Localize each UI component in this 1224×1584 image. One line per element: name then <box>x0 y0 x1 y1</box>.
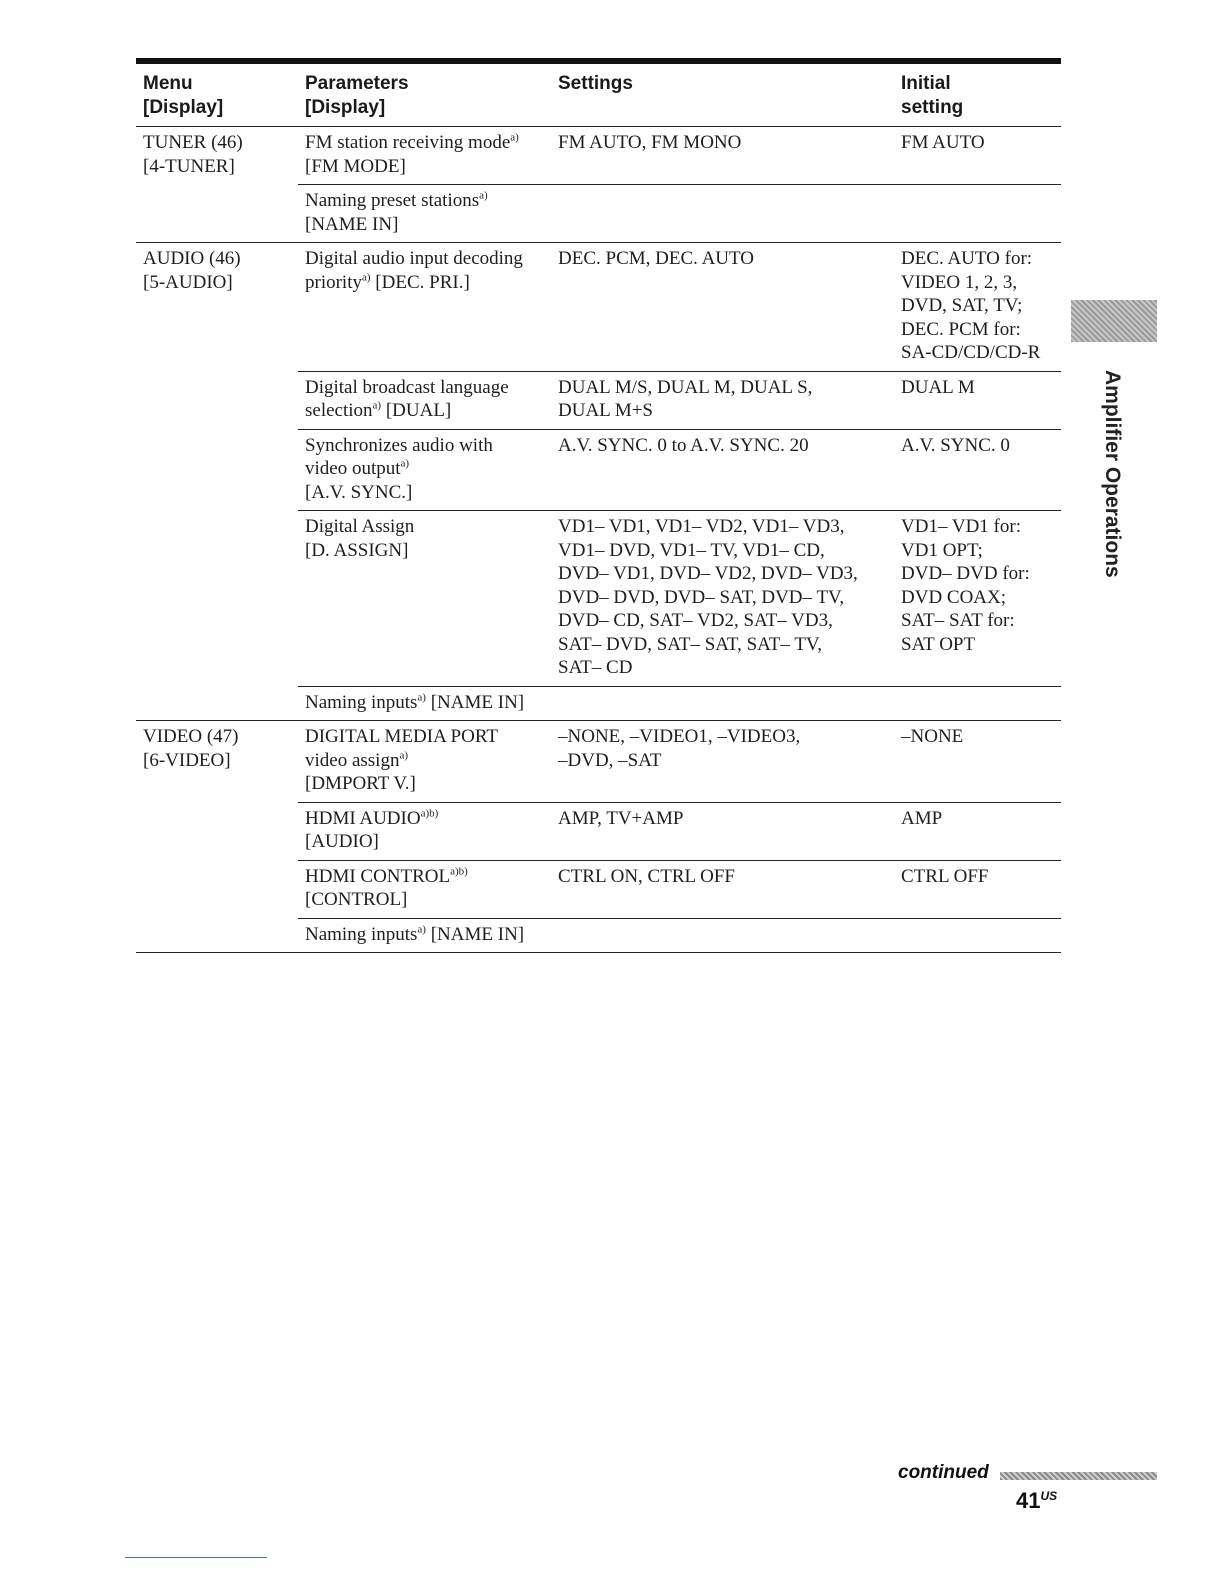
menu-cell <box>136 371 298 429</box>
settings-cell <box>551 185 894 243</box>
settings-cell <box>551 686 894 721</box>
settings-cell <box>551 918 894 953</box>
table-header-row <box>136 64 1061 127</box>
header-menu: Menu [Display] <box>136 64 298 127</box>
menu-cell <box>136 185 298 243</box>
settings-cell: CTRL ON, CTRL OFF <box>551 860 894 918</box>
initial-cell <box>894 185 1061 243</box>
settings-cell: AMP, TV+AMP <box>551 802 894 860</box>
initial-cell: DUAL M <box>894 371 1061 429</box>
menu-cell <box>136 686 298 721</box>
initial-cell: AMP <box>894 802 1061 860</box>
settings-cell: DEC. PCM, DEC. AUTO <box>551 243 894 372</box>
parameter-cell: Naming preset stations$^{a)}$ [NAME IN] <box>298 185 551 243</box>
menu-cell <box>136 802 298 860</box>
settings-cell: VD1– VD1, VD1– VD2, VD1– VD3, VD1– DVD, VD1– TV, VD1– CD, DVD– VD1, DVD– VD2, DVD– VD3, DVD– DVD, DVD– SAT, DVD– TV, DVD– CD, SAT– VD2, SAT– VD3, SAT– DVD, SAT– SAT, SAT– TV, SAT– CD <box>551 511 894 687</box>
table-row <box>136 429 1061 511</box>
menu-cell: VIDEO (47) [6-VIDEO] <box>136 721 298 803</box>
header-parameters: Parameters [Display] <box>298 64 551 127</box>
table-row <box>136 721 1061 803</box>
parameter-cell: Digital Assign [D. ASSIGN] <box>298 511 551 687</box>
settings-cell: DUAL M/S, DUAL M, DUAL S, DUAL M+S <box>551 371 894 429</box>
parameter-cell: Naming inputs$^{a)}$ [NAME IN] <box>298 918 551 953</box>
settings-table <box>136 64 1061 953</box>
table-row <box>136 371 1061 429</box>
table-row <box>136 686 1061 721</box>
parameter-cell: Naming inputs$^{a)}$ [NAME IN] <box>298 686 551 721</box>
initial-cell: FM AUTO <box>901 132 985 153</box>
initial-cell <box>894 686 1061 721</box>
menu-cell <box>136 860 298 918</box>
header-settings: Settings <box>551 64 894 127</box>
menu-cell: TUNER (46) [4-TUNER] <box>143 132 243 177</box>
menu-cell <box>136 918 298 953</box>
initial-cell: DEC. AUTO for: VIDEO 1, 2, 3, DVD, SAT, TV; DEC. PCM for: SA-CD/CD/CD-R <box>894 243 1061 372</box>
continued-bar <box>1000 1472 1157 1480</box>
initial-cell <box>894 918 1061 953</box>
side-section-label: Amplifier Operations <box>1101 370 1124 578</box>
parameter-cell: DIGITAL MEDIA PORT video assign$^{a)}$ [DMPORT V.] <box>298 721 551 803</box>
parameter-cell: HDMI $CONTROL^{a)b)}$ [CONTROL] <box>298 860 551 918</box>
parameter-cell: Digital audio input decoding priority$^{a)}$ [DEC. PRI.] <box>298 243 551 372</box>
settings-cell: A.V. SYNC. 0 to A.V. SYNC. 20 <box>551 429 894 511</box>
settings-cell: FM AUTO, FM MONO <box>558 132 742 153</box>
table-row <box>136 918 1061 953</box>
menu-cell: AUDIO (46) [5-AUDIO] <box>136 243 298 372</box>
menu-cell <box>136 429 298 511</box>
initial-cell: A.V. SYNC. 0 <box>894 429 1061 511</box>
continued-label: continued <box>898 1462 989 1483</box>
parameter-cell: Synchronizes audio with video output$^{a)}$ [A.V. SYNC.] <box>298 429 551 511</box>
table-row <box>136 511 1061 687</box>
header-initial-setting: Initial setting <box>894 64 1061 127</box>
initial-cell: VD1– VD1 for: VD1 OPT; DVD– DVD for: DVD COAX; SAT– SAT for: SAT OPT <box>894 511 1061 687</box>
settings-table-container <box>136 58 1061 953</box>
settings-cell: –NONE, –VIDEO1, –VIDEO3, –DVD, –SAT <box>551 721 894 803</box>
table-row <box>136 860 1061 918</box>
parameter-cell: HDMI $AUDIO^{a)b)}$ [AUDIO] <box>298 802 551 860</box>
parameter-cell: FM station receiving mode$^{a)}$ [FM MODE] <box>305 131 519 177</box>
table-row <box>136 243 1061 372</box>
section-tab-marker <box>1071 300 1157 342</box>
initial-cell: CTRL OFF <box>894 860 1061 918</box>
footer-rule <box>125 1557 267 1558</box>
menu-cell <box>136 511 298 687</box>
table-row <box>136 185 1061 243</box>
table-row <box>136 802 1061 860</box>
initial-cell: –NONE <box>894 721 1061 803</box>
parameter-cell: Digital broadcast language selection$^{a)}$ [DUAL] <box>298 371 551 429</box>
table-row <box>136 127 1061 185</box>
page-number: $41^{US}$ <box>1016 1488 1058 1513</box>
